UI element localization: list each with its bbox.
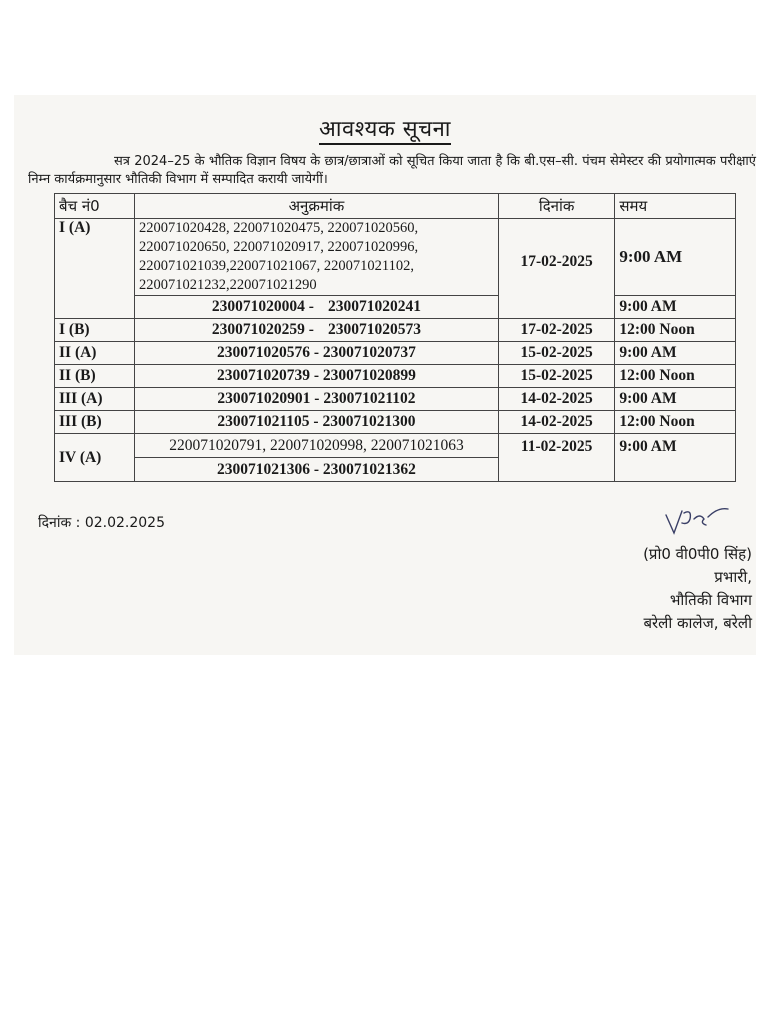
roll-range-cell: [135, 296, 499, 319]
roll-list-line: 220071020650, 220071020917, 220071020996,: [139, 239, 419, 255]
table-row: [55, 388, 736, 411]
roll-from: 230071020739 -: [216, 367, 320, 384]
date-cell: 14-02-2025: [498, 388, 615, 411]
date-cell: 17-02-2025: [498, 319, 615, 342]
roll-from: 230071021105 -: [217, 413, 319, 430]
time-cell: 9:00 AM: [615, 219, 736, 296]
table-row: [55, 365, 736, 388]
time-cell: 9:00 AM: [615, 296, 736, 319]
batch-cell: I (B): [55, 319, 135, 342]
time-cell: 12:00 Noon: [615, 319, 736, 342]
roll-from: 230071020004 -: [211, 298, 314, 315]
header-date: दिनांक: [498, 194, 615, 219]
header-batch: बैच नं0: [55, 194, 135, 219]
notice-title: आवश्यक सूचना: [14, 113, 756, 143]
date-cell: 15-02-2025: [498, 342, 615, 365]
signatory-designation: प्रभारी,: [714, 568, 752, 586]
batch-cell: II (A): [55, 342, 135, 365]
roll-from: 230071020576 -: [216, 344, 320, 361]
time-cell: 9:00 AM: [615, 388, 736, 411]
roll-to: 230071021362: [322, 461, 416, 478]
roll-to: 230071021102: [323, 390, 416, 407]
roll-to: 230071021300: [322, 413, 416, 430]
date-cell: 14-02-2025: [498, 411, 615, 434]
header-roll-numbers: अनुक्रमांक: [135, 194, 499, 219]
roll-to: 230071020573: [327, 321, 421, 338]
table-row: [55, 219, 736, 296]
roll-list-line: 220071021039,220071021067, 220071021102,: [139, 258, 415, 274]
table-row: [55, 342, 736, 365]
roll-list-line: 220071021232,220071021290: [139, 277, 317, 293]
date-cell: 17-02-2025: [498, 219, 615, 319]
roll-list-line: 220071020428, 220071020475, 220071020560,: [139, 220, 419, 236]
table-row: [55, 411, 736, 434]
table-row: [55, 319, 736, 342]
notice-intro: [28, 153, 756, 189]
table-header-row: [55, 194, 736, 219]
roll-to: 230071020737: [322, 344, 416, 361]
time-cell: 9:00 AM: [615, 342, 736, 365]
roll-to: 230071020899: [322, 367, 416, 384]
table-row: [55, 296, 736, 319]
roll-from: 230071020259 -: [211, 321, 314, 338]
table-row: [55, 434, 736, 482]
roll-to: 230071020241: [327, 298, 421, 315]
issue-date: दिनांक : 02.02.2025: [38, 515, 165, 531]
header-time: समय: [615, 194, 736, 219]
signatory-name: (प्रो0 वी0पी0 सिंह): [643, 545, 752, 563]
time-cell: 9:00 AM: [615, 434, 736, 482]
roll-from: 230071021306 -: [216, 461, 320, 478]
roll-list-cell: [135, 219, 499, 296]
roll-range-cell: [135, 411, 499, 434]
time-cell: 12:00 Noon: [615, 365, 736, 388]
signatory-department: भौतिकी विभाग: [669, 591, 752, 609]
notice-document: [14, 95, 756, 655]
roll-range-cell: [135, 342, 499, 365]
date-cell: 15-02-2025: [498, 365, 615, 388]
batch-cell: II (B): [55, 365, 135, 388]
roll-range-cell: [135, 388, 499, 411]
batch-cell: IV (A): [55, 434, 135, 482]
signature-mark: [662, 503, 732, 539]
roll-range-cell: [135, 434, 499, 482]
batch-cell: I (A): [55, 219, 135, 319]
roll-range-cell: [135, 319, 499, 342]
roll-range-cell: [135, 365, 499, 388]
batch-cell: III (A): [55, 388, 135, 411]
time-cell: 12:00 Noon: [615, 411, 736, 434]
signatory-block: [643, 543, 752, 635]
batch-cell: III (B): [55, 411, 135, 434]
date-cell: 11-02-2025: [498, 434, 615, 482]
intro-text: सत्र 2024–25 के भौतिक विज्ञान विषय के छात्र/छात्राओं को सूचित किया जाता है कि बी.एस–सी. पंचम सेमेस्टर की प्रयोगात्मक परीक्षाएं निम्न कार्यक्रमानुसार भौतिकी विभाग में सम्पादित करायी जायेगीं।: [28, 154, 756, 187]
signatory-college: बरेली कालेज, बरेली: [643, 614, 752, 632]
exam-schedule-table: [54, 193, 736, 482]
roll-from: 230071020901 -: [217, 390, 320, 407]
roll-list-line: 220071020791, 220071020998, 220071021063: [169, 437, 464, 454]
